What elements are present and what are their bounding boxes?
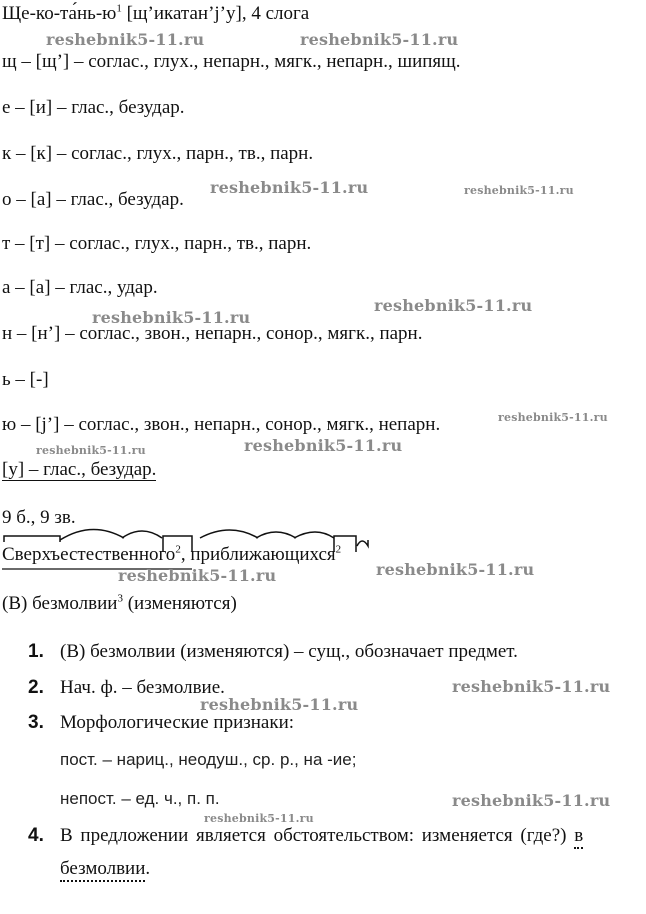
watermark: reshebnik5-11.ru	[210, 178, 369, 197]
analysis-item-1	[28, 641, 518, 663]
item-number: 2.	[28, 677, 44, 698]
analysis-item-2	[28, 677, 225, 699]
item-end: .	[145, 858, 151, 879]
phrase-dependent: (изменяются)	[122, 593, 237, 614]
root-arc	[200, 530, 258, 538]
analysis-item-4	[28, 825, 583, 847]
footnote-mark: 1	[116, 2, 122, 15]
watermark: reshebnik5-11.ru	[498, 411, 608, 424]
adverbial-underline: безмолвии	[60, 858, 145, 882]
watermark: reshebnik5-11.ru	[452, 677, 611, 696]
watermark: reshebnik5-11.ru	[46, 30, 205, 49]
phonetic-line: ю – [j’] – соглас., звон., непарн., сонор., мягк., непарн.	[2, 414, 441, 435]
final-vowel: [у] – глас., безудар.	[2, 459, 157, 480]
phonetic-line: о – [а] – глас., безудар.	[2, 189, 184, 210]
phonetic-line: н – [н’] – соглас., звон., непарн., сонор., мягк., парн.	[2, 323, 423, 344]
item-text: Нач. ф. – безмолвие.	[60, 677, 225, 698]
watermark: reshebnik5-11.ru	[300, 30, 459, 49]
phonetic-line: т – [т] – соглас., глух., парн., тв., парн.	[2, 233, 312, 254]
word-transcription: [щ’икатан’j’у], 4 слога	[121, 3, 310, 24]
preposition-underline: в	[574, 825, 583, 849]
item-number: 3.	[28, 712, 44, 733]
watermark: reshebnik5-11.ru	[36, 444, 146, 457]
analysis-item-3	[28, 712, 294, 734]
morphemic-line	[2, 544, 341, 566]
watermark: reshebnik5-11.ru	[92, 308, 251, 327]
constant-features: пост. – нариц., неодуш., ср. р., на -ие;	[60, 750, 357, 769]
phrase-line	[2, 593, 237, 615]
word-header	[2, 3, 309, 25]
variable-features: непост. – ед. ч., п. п.	[60, 789, 220, 808]
phonetic-line: щ – [щ’] – соглас., глух., непарн., мягк., непарн., шипящ.	[2, 51, 461, 72]
phonetic-line-final	[2, 459, 156, 481]
watermark: reshebnik5-11.ru	[376, 560, 535, 579]
root-arc	[60, 529, 124, 540]
suffix-arc	[294, 532, 334, 538]
phonetic-line: а – [а] – глас., удар.	[2, 277, 158, 298]
phrase-mark: 3	[117, 592, 123, 605]
phonetic-line: к – [к] – соглас., глух., парн., тв., парн.	[2, 143, 314, 164]
phonetic-line: ь – [-]	[2, 369, 49, 390]
postfix-mark	[357, 540, 368, 546]
word-syllables: Ще-ко-та́нь-ю	[2, 3, 117, 24]
watermark: reshebnik5-11.ru	[452, 791, 611, 810]
watermark: reshebnik5-11.ru	[200, 695, 359, 714]
morphemic-word-1: Сверхъестественного	[2, 544, 176, 565]
watermark: reshebnik5-11.ru	[118, 566, 277, 585]
prefix-mark	[4, 536, 60, 542]
phonetic-line: е – [и] – глас., безудар.	[2, 97, 185, 118]
letters-sounds-count: 9 б., 9 зв.	[2, 507, 76, 528]
separator: ,	[180, 544, 191, 565]
item-text: Морфологические признаки:	[60, 712, 295, 733]
watermark: reshebnik5-11.ru	[464, 184, 574, 197]
item-number: 1.	[28, 641, 44, 662]
morphemic-mark-1: 2	[175, 543, 181, 556]
suffix-arc	[122, 531, 162, 538]
item-number: 4.	[28, 825, 44, 846]
morphemic-word-2: приближающихся	[190, 544, 336, 565]
suffix-arc	[256, 532, 296, 538]
analysis-item-4-continued	[60, 858, 150, 880]
item-text: В предложении является обстоятельством: изменяется (где?)	[60, 825, 575, 846]
item-text: (В) безмолвии (изменяются) – сущ., обозначает предмет.	[60, 641, 518, 662]
watermark: reshebnik5-11.ru	[374, 296, 533, 315]
phrase-main: (В) безмолвии	[2, 593, 118, 614]
morphemic-mark-2: 2	[335, 543, 342, 556]
watermark: reshebnik5-11.ru	[204, 812, 314, 825]
watermark: reshebnik5-11.ru	[244, 436, 403, 455]
